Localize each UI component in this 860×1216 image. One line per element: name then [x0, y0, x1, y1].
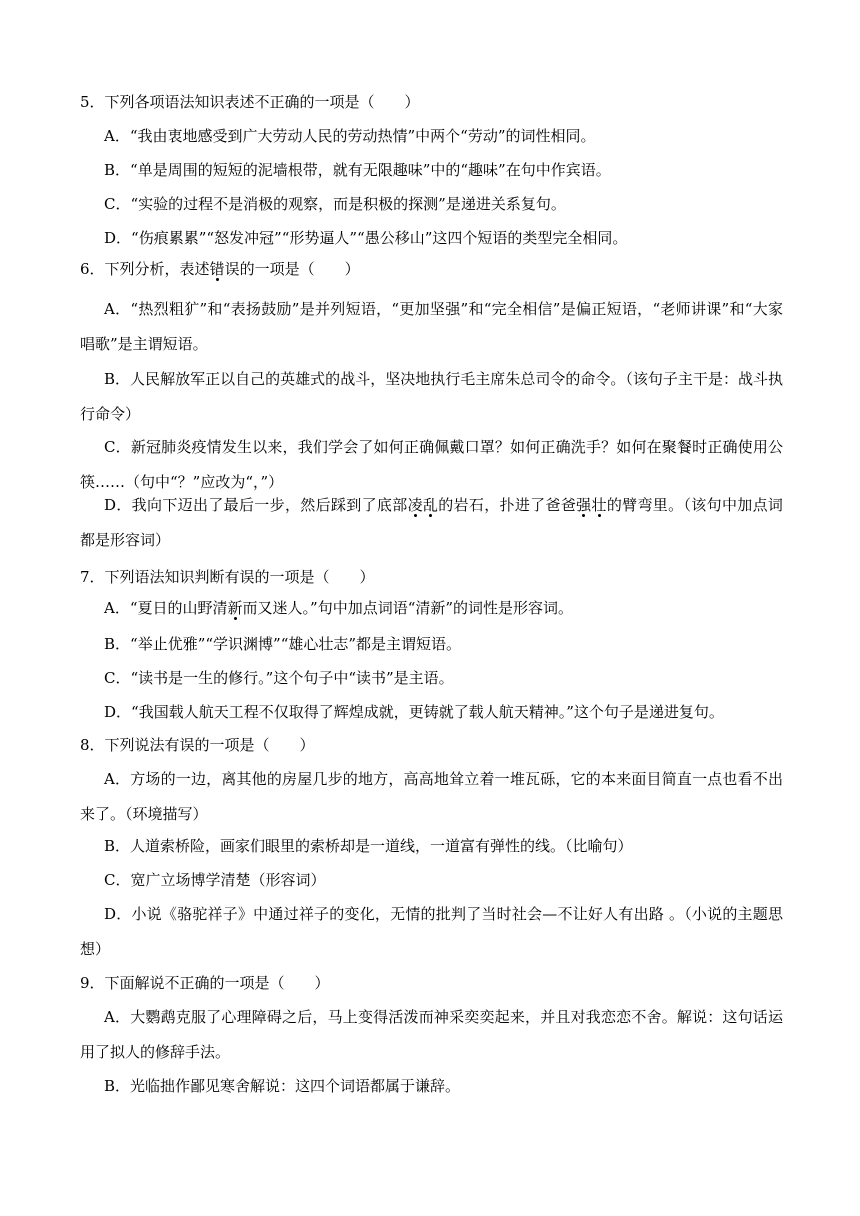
emphasis-dot-char: 乱: [422, 496, 439, 514]
question-5-option-b: B．“单是周围的短短的泥墙根带，就有无限趣味”中的“趣味”在句中作宾语。: [104, 161, 611, 179]
question-5-option-c: C．“实验的过程不是消极的观察，而是积极的探测”是递进关系复句。: [104, 195, 566, 213]
question-5-option-d: D．“伤痕累累”“怒发冲冠”“形势逼人”“愚公移山”这四个短语的类型完全相同。: [104, 229, 628, 247]
question-8-option-c: C．宽广立场博学清楚（形容词）: [104, 871, 326, 889]
question-7-option-a: A．“夏日的山野清新而又迷人。”句中加点词语“清新”的词性是形容词。: [104, 599, 574, 617]
emphasis-dot-char: 壮: [591, 496, 607, 514]
emphasis-dot-char: 强: [576, 496, 592, 514]
question-6-option-c: C．新冠肺炎疫情发生以来，我们学会了如何正确佩戴口罩？如何正确洗手？如何在聚餐时正确使用公筷……（句中“？”应改为“，”）: [80, 438, 783, 491]
question-7-stem: 7．下列语法知识判断有误的一项是（ ）: [80, 568, 375, 586]
question-8-option-a: A．方场的一边，离其他的房屋几步的地方，高高地耸立着一堆瓦砾，它的本来面目简直一点也看不出来了。（环境描写）: [80, 770, 783, 823]
question-9-option-a: A．大鹦鹉克服了心理障碍之后，马上变得活泼而神采奕奕起来，并且对我恋恋不舍。解说：这句话运用了拟人的修辞手法。: [80, 1008, 783, 1061]
question-7-option-d: D．“我国载人航天工程不仅取得了辉煌成就，更铸就了载人航天精神。”这个句子是递进复句。: [104, 703, 724, 721]
question-9-stem: 9．下面解说不正确的一项是（ ）: [80, 974, 330, 992]
question-6-option-b: B．人民解放军正以自己的英雄式的战斗，坚决地执行毛主席朱总司令的命令。（该句子主干是：战斗执行命令）: [80, 370, 783, 423]
question-5-option-a: A．“我由衷地感受到广大劳动人民的劳动热情”中两个“劳动”的词性相同。: [104, 127, 596, 145]
question-5-stem: 5．下列各项语法知识表述不正确的一项是（ ）: [80, 93, 420, 111]
question-7-option-b: B．“举止优雅”“学识渊博”“雄心壮志”都是主谓短语。: [104, 635, 462, 653]
question-7-option-c: C．“读书是一生的修行。”这个句子中“读书”是主语。: [104, 669, 454, 687]
question-8-stem: 8．下列说法有误的一项是（ ）: [80, 736, 315, 754]
emphasis-dot-char: 错: [209, 260, 225, 278]
emphasis-dot-char: 凌: [407, 496, 423, 514]
emphasis-dot-char: 新: [227, 599, 243, 617]
question-6-stem: 6．下列分析，表述错误的一项是（ ）: [80, 260, 360, 278]
question-8-option-d: D．小说《骆驼祥子》中通过祥子的变化，无情的批判了当时社会—不让好人有出路 。（小说的主题思想）: [80, 905, 783, 958]
question-8-option-b: B．人道索桥险，画家们眼里的索桥却是一道线，一道富有弹性的线。（比喻句）: [104, 837, 633, 855]
question-6-option-d: D．我向下迈出了最后一步，然后踩到了底部凌乱的岩石，扑进了爸爸强壮的臂弯里。（该句中加点词都是形容词）: [80, 496, 783, 549]
question-9-option-b: B．光临拙作鄙见寒舍解说：这四个词语都属于谦辞。: [104, 1077, 461, 1095]
question-6-option-a: A．“热烈粗犷”和“表扬鼓励”是并列短语，“更加坚强”和“完全相信”是偏正短语，“老师讲课”和“大家唱歌”是主谓短语。: [80, 300, 783, 353]
